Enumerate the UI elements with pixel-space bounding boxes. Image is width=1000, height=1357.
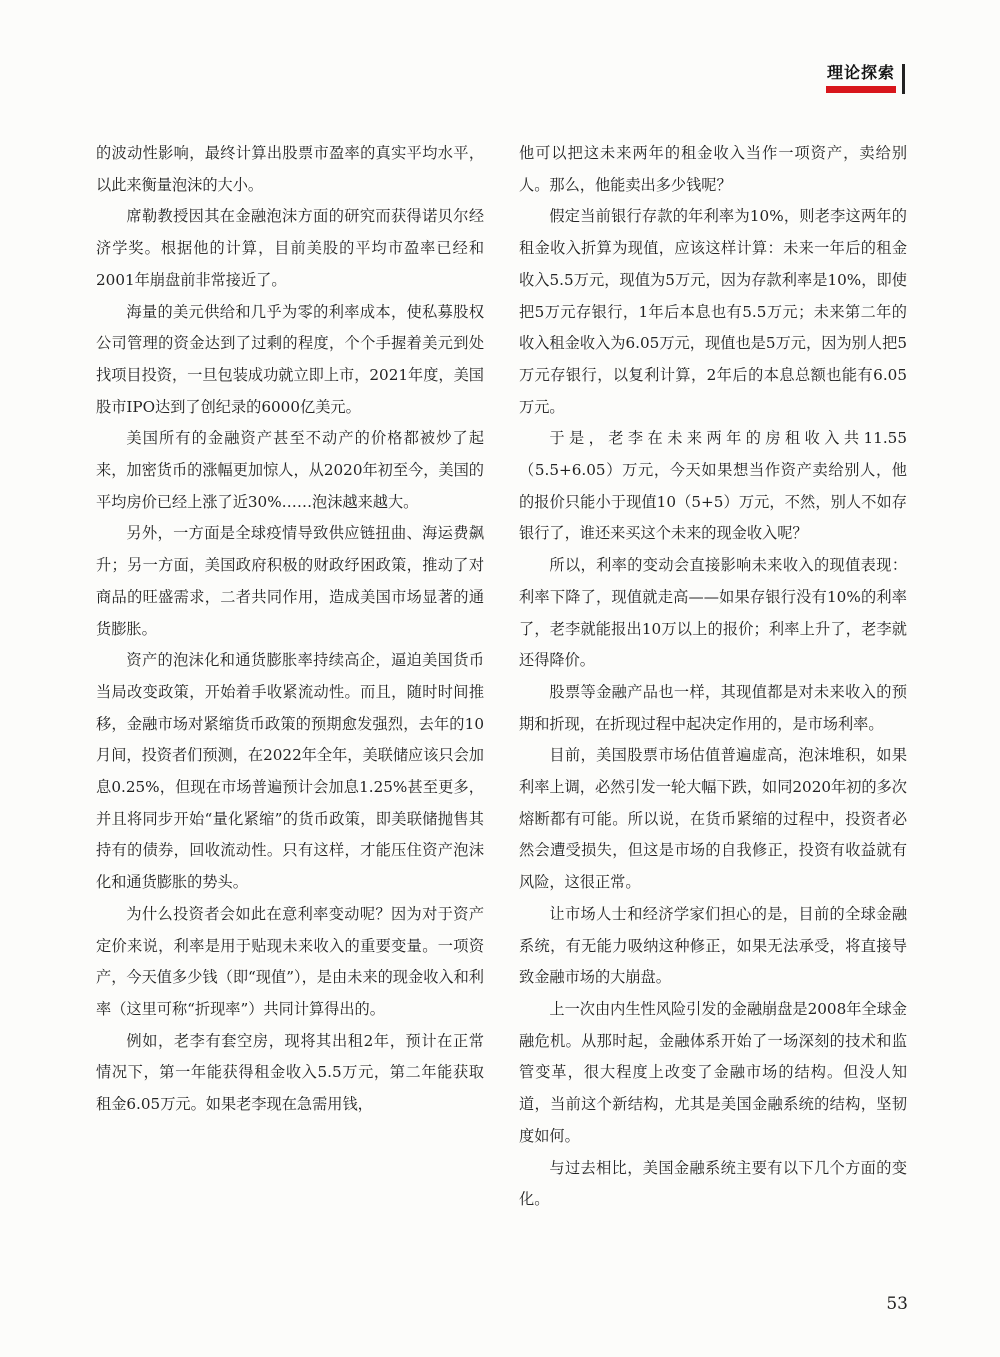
paragraph: 假定当前银行存款的年利率为10%，则老李这两年的租金收入折算为现值，应该这样计算：未来一年后的租金收入5.5万元，现值为5万元，因为存款利率是10%，即使把5万元存银行，1年后本息也有5.5万元；未来第二年的收入租金收入为6.05万元，现值也是5万元，因为别人把5万元存银行，以复利计算，2年后的本息总额也能有6.05万元。: [519, 207, 907, 416]
section-divider-rule: [902, 64, 905, 94]
section-accent-bar: [826, 86, 896, 93]
paragraph: 让市场人士和经济学家们担心的是，目前的全球金融系统，有无能力吸纳这种修正，如果无法承受，将直接导致金融市场的大崩盘。: [519, 904, 907, 987]
paragraph: 另外，一方面是全球疫情导致供应链扭曲、海运费飙升；另一方面，美国政府积极的财政纾困政策，推动了对商品的旺盛需求，二者共同作用，造成美国市场显著的通货膨胀。: [96, 524, 484, 638]
paragraph: 他可以把这未来两年的租金收入当作一项资产，卖给别人。那么，他能卖出多少钱呢？: [519, 144, 907, 194]
paragraph: 为什么投资者会如此在意利率变动呢？因为对于资产定价来说，利率是用于贴现未来收入的重要变量。一项资产，今天值多少钱（即“现值”），是由未来的现金收入和利率（这里可称“折现率”）共同计算得出的。: [96, 904, 484, 1018]
paragraph: 海量的美元供给和几乎为零的利率成本，使私募股权公司管理的资金达到了过剩的程度，个个手握着美元到处找项目投资，一旦包装成功就立即上市，2021年度，美国股市IPO达到了创纪录的6000亿美元。: [96, 302, 484, 416]
paragraph: 资产的泡沫化和通货膨胀率持续高企，逼迫美国货币当局改变政策，开始着手收紧流动性。而且，随时时间推移，金融市场对紧缩货币政策的预期愈发强烈，去年的10月间，投资者们预测，在2022年全年，美联储应该只会加息0.25%，但现在市场普遍预计会加息1.25%甚至更多，并且将同步开始“量化紧缩”的货币政策，即美联储抛售其持有的债券，回收流动性。只有这样，才能压住资产泡沫化和通货膨胀的势头。: [96, 651, 484, 892]
section-tag: [826, 62, 896, 93]
paragraph: 所以，利率的变动会直接影响未来收入的现值表现：利率下降了，现值就走高——如果存银行没有10%的利率了，老李就能报出10万以上的报价；利率上升了，老李就还得降价。: [519, 556, 907, 670]
paragraph: 与过去相比，美国金融系统主要有以下几个方面的变化。: [519, 1158, 907, 1209]
right-column: [519, 138, 907, 1216]
paragraph: 上一次由内生性风险引发的金融崩盘是2008年全球金融危机。从那时起，金融体系开始了一场深刻的技术和监管变革，很大程度上改变了金融市场的结构。但没人知道，当前这个新结构，尤其是美国金融系统的结构，坚韧度如何。: [519, 999, 907, 1145]
paragraph: 股票等金融产品也一样，其现值都是对未来收入的预期和折现，在折现过程中起决定作用的，是市场利率。: [519, 682, 907, 733]
paragraph: 目前，美国股票市场估值普遍虚高，泡沫堆积，如果利率上调，必然引发一轮大幅下跌，如同2020年初的多次熔断都有可能。所以说，在货币紧缩的过程中，投资者必然会遭受损失，但这是市场的自我修正，投资有收益就有风险，这很正常。: [519, 746, 907, 892]
section-label: 理论探索: [826, 63, 895, 82]
page-number: 53: [886, 1294, 908, 1314]
paragraph: 席勒教授因其在金融泡沫方面的研究而获得诺贝尔经济学奖。根据他的计算，目前美股的平均市盈率已经和2001年崩盘前非常接近了。: [96, 207, 484, 289]
left-column: [96, 138, 484, 1121]
paragraph: 美国所有的金融资产甚至不动产的价格都被炒了起来，加密货币的涨幅更加惊人，从2020年初至今，美国的平均房价已经上涨了近30%……泡沫越来越大。: [96, 429, 484, 511]
paragraph: 的波动性影响，最终计算出股票市盈率的真实平均水平，以此来衡量泡沫的大小。: [96, 144, 484, 194]
paragraph: 例如，老李有套空房，现将其出租2年，预计在正常情况下，第一年能获得租金收入5.5万元，第二年能获取租金6.05万元。如果老李现在急需用钱，: [96, 1031, 484, 1114]
paragraph: 于是，老李在未来两年的房租收入共11.55（5.5+6.05）万元，今天如果想当作资产卖给别人，他的报价只能小于现值10（5+5）万元，不然，别人不如存银行了，谁还来买这个未来的现金收入呢？: [519, 429, 907, 543]
